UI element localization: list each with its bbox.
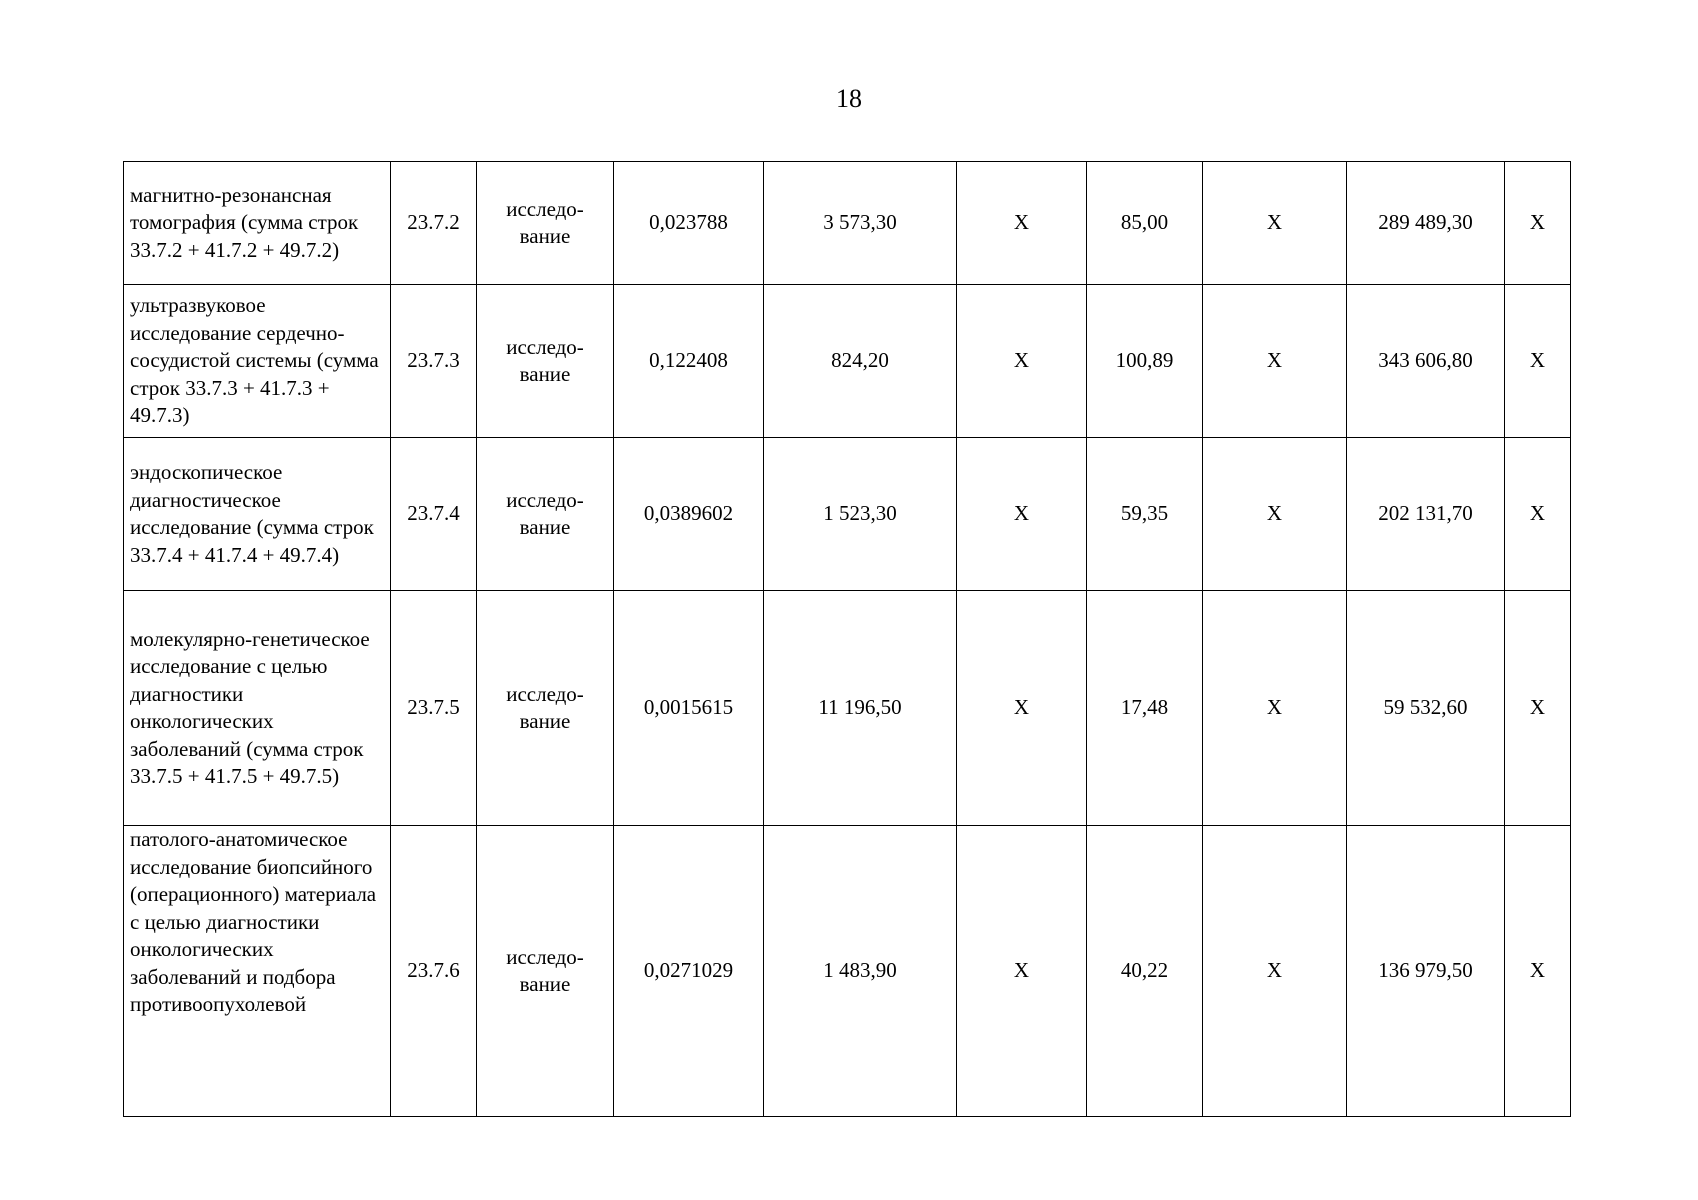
unit-text: исследо- вание — [506, 488, 584, 539]
cell-value: 40,22 — [1087, 826, 1203, 1117]
data-table — [123, 161, 1571, 1117]
cell-code: 23.7.3 — [391, 285, 477, 438]
unit-text: исследо- вание — [506, 682, 584, 733]
cell-value: 85,00 — [1087, 162, 1203, 285]
table-row — [124, 826, 1571, 1117]
cell-code: 23.7.4 — [391, 438, 477, 591]
cell-name: молекулярно-генетическое исследование с целью диагностики онкологических заболеваний (сумма строк 33.7.5 + 41.7.5 + 49.7.5) — [124, 591, 391, 826]
cell-x-mark: Х — [1505, 438, 1571, 591]
cell-value: 0,0389602 — [614, 438, 764, 591]
cell-value: 824,20 — [764, 285, 957, 438]
cell-value: 0,023788 — [614, 162, 764, 285]
cell-x-mark: Х — [957, 438, 1087, 591]
cell-value: 1 483,90 — [764, 826, 957, 1117]
cell-x-mark: Х — [1203, 826, 1347, 1117]
cell-code: 23.7.6 — [391, 826, 477, 1117]
cell-x-mark: Х — [1203, 285, 1347, 438]
cell-x-mark: Х — [957, 591, 1087, 826]
unit-text: исследо- вание — [506, 945, 584, 996]
cell-x-mark: Х — [1203, 162, 1347, 285]
cell-x-mark: Х — [1505, 285, 1571, 438]
cell-value: 59,35 — [1087, 438, 1203, 591]
cell-x-mark: Х — [1505, 162, 1571, 285]
cell-value: 289 489,30 — [1347, 162, 1505, 285]
cell-unit — [477, 162, 614, 285]
cell-code: 23.7.5 — [391, 591, 477, 826]
cell-x-mark: Х — [1203, 591, 1347, 826]
cell-value: 3 573,30 — [764, 162, 957, 285]
cell-unit — [477, 285, 614, 438]
cell-value: 202 131,70 — [1347, 438, 1505, 591]
table-row — [124, 438, 1571, 591]
cell-code: 23.7.2 — [391, 162, 477, 285]
cell-x-mark: Х — [957, 826, 1087, 1117]
cell-value: 100,89 — [1087, 285, 1203, 438]
cell-value: 0,0271029 — [614, 826, 764, 1117]
cell-x-mark: Х — [1203, 438, 1347, 591]
unit-text: исследо- вание — [506, 335, 584, 386]
cell-unit — [477, 591, 614, 826]
cell-name: эндоскопическое диагностическое исследование (сумма строк 33.7.4 + 41.7.4 + 49.7.4) — [124, 438, 391, 591]
cell-value: 17,48 — [1087, 591, 1203, 826]
cell-value: 0,122408 — [614, 285, 764, 438]
cell-value: 136 979,50 — [1347, 826, 1505, 1117]
cell-x-mark: Х — [1505, 826, 1571, 1117]
cell-value: 11 196,50 — [764, 591, 957, 826]
cell-name: патолого-анатомическое исследование биопсийного (операционного) материала с целью диагностики онкологических заболеваний и подбора противоопухолевой — [124, 826, 391, 1117]
table-row — [124, 162, 1571, 285]
cell-unit — [477, 438, 614, 591]
cell-value: 343 606,80 — [1347, 285, 1505, 438]
cell-x-mark: Х — [1505, 591, 1571, 826]
cell-value: 0,0015615 — [614, 591, 764, 826]
cell-name: магнитно-резонансная томография (сумма строк 33.7.2 + 41.7.2 + 49.7.2) — [124, 162, 391, 285]
cell-x-mark: Х — [957, 162, 1087, 285]
page-number: 18 — [836, 84, 862, 113]
cell-value: 59 532,60 — [1347, 591, 1505, 826]
cell-unit — [477, 826, 614, 1117]
table-row — [124, 285, 1571, 438]
unit-text: исследо- вание — [506, 197, 584, 248]
cell-name: ультразвуковое исследование сердечно-сосудистой системы (сумма строк 33.7.3 + 41.7.3 + 49.7.3) — [124, 285, 391, 438]
cell-value: 1 523,30 — [764, 438, 957, 591]
table-row — [124, 591, 1571, 826]
cell-x-mark: Х — [957, 285, 1087, 438]
